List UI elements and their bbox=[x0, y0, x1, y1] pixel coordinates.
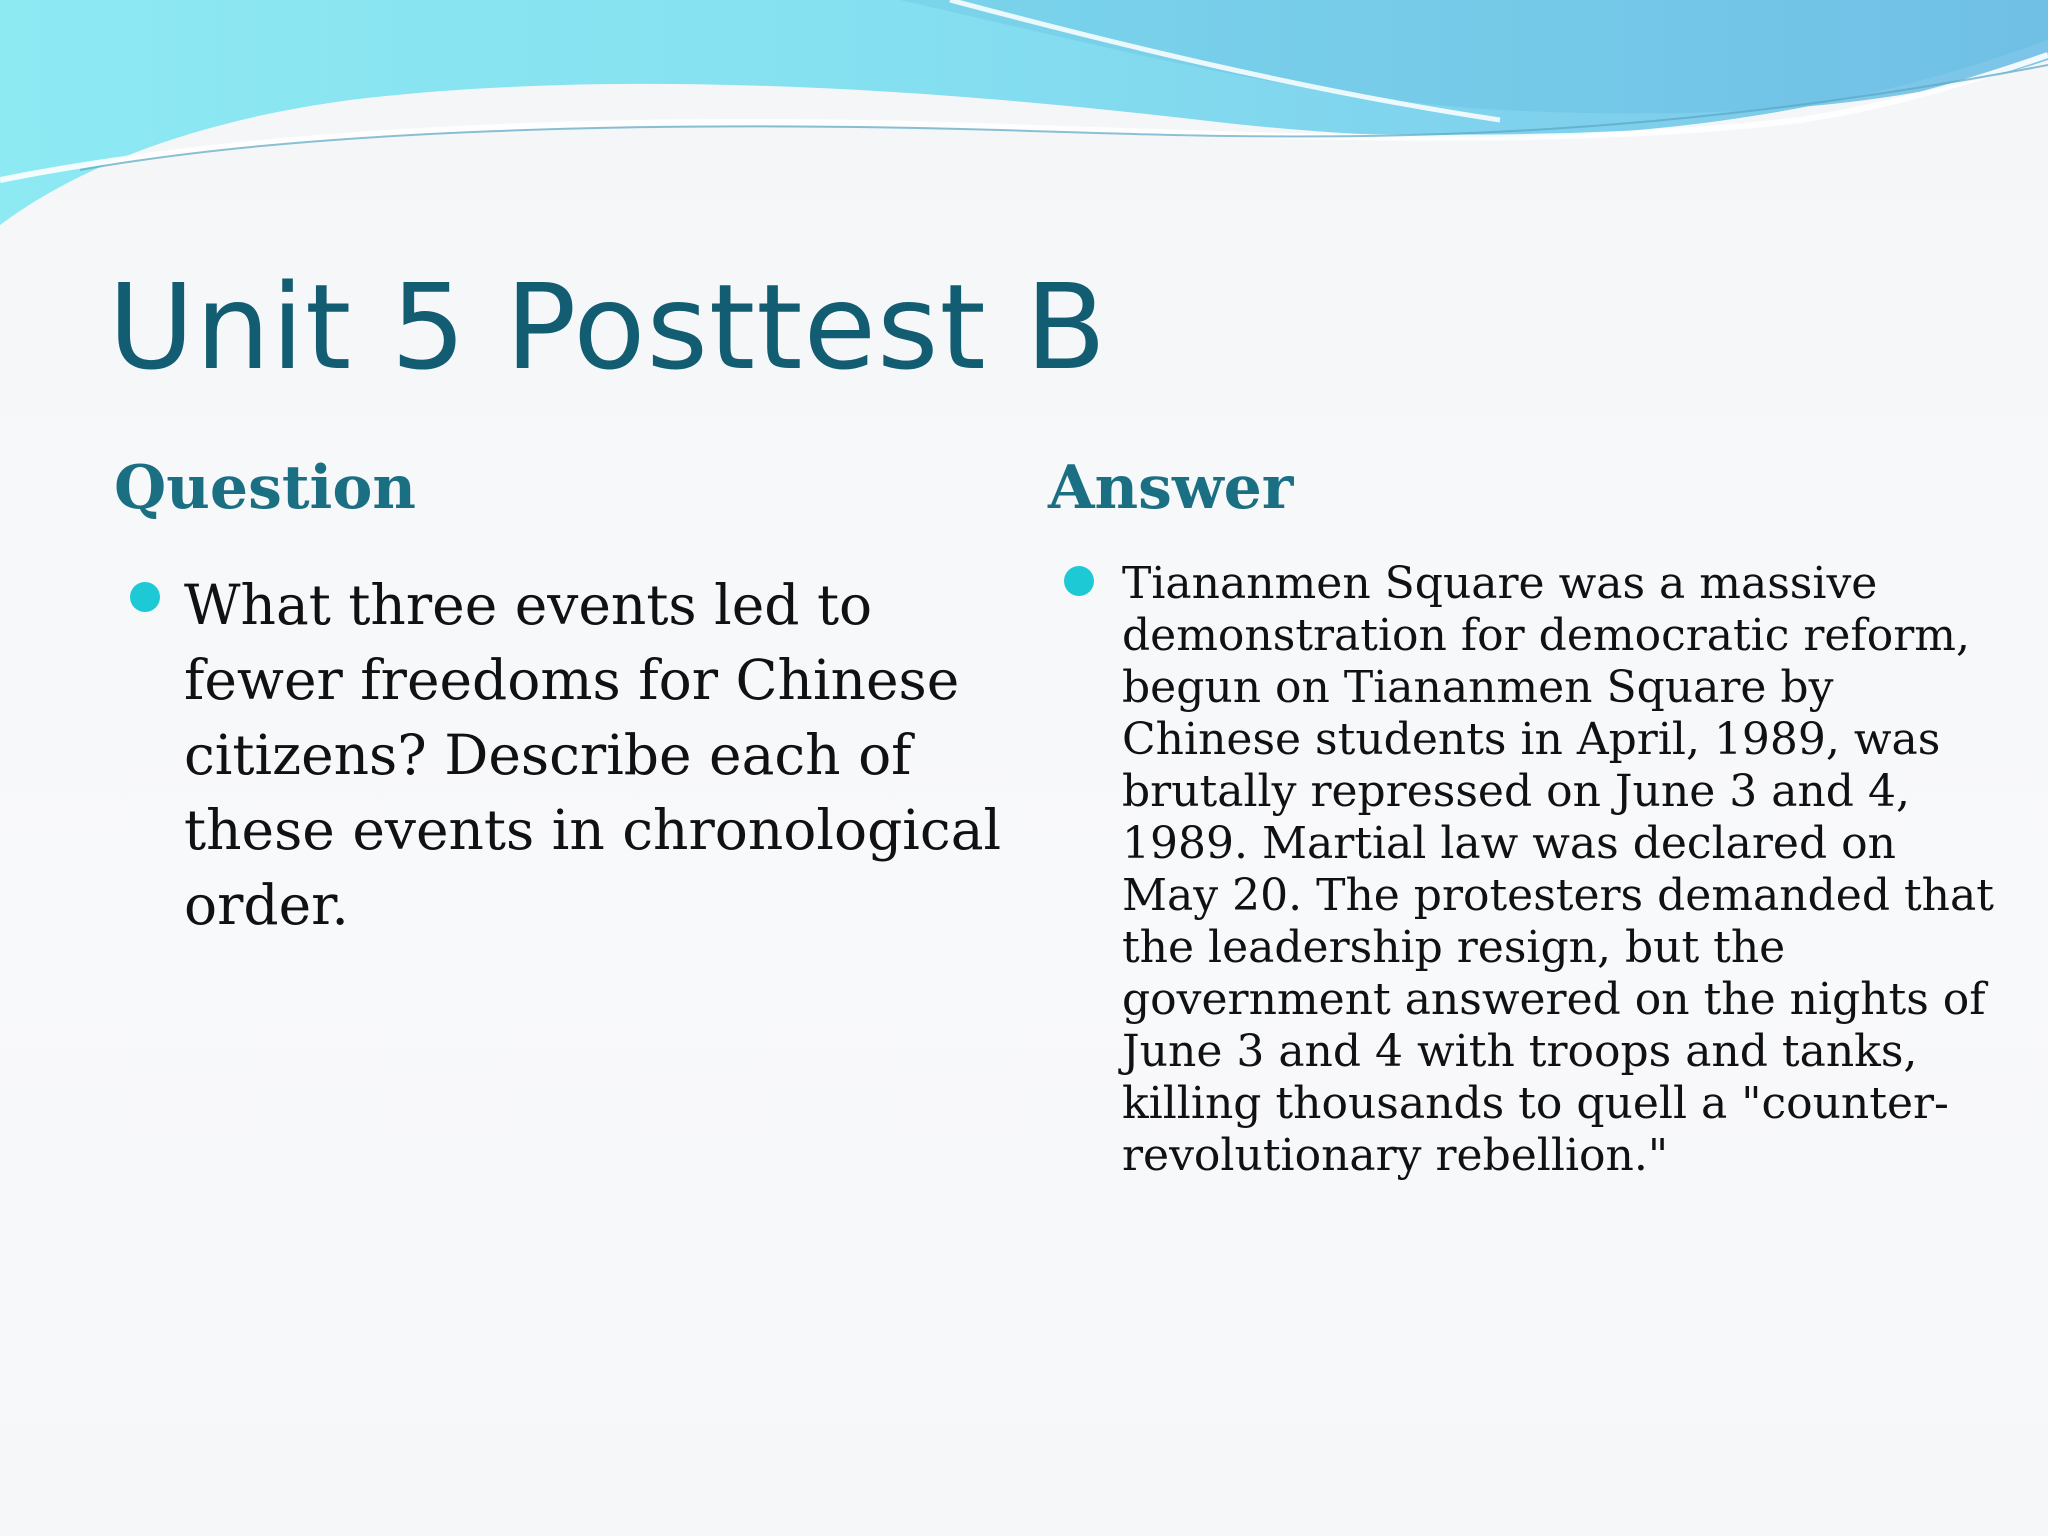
answer-heading: Answer bbox=[1048, 453, 1294, 523]
question-text: What three events led to fewer freedoms for Chinese citizens? Describe each of these events in chronological order. bbox=[184, 573, 1002, 937]
question-bullet-icon bbox=[130, 582, 160, 612]
slide-title: Unit 5 Posttest B bbox=[108, 258, 1108, 396]
wave-banner-decoration bbox=[0, 0, 2048, 240]
answer-bullet-icon bbox=[1064, 566, 1094, 596]
question-heading: Question bbox=[114, 453, 416, 523]
answer-text: Tiananmen Square was a massive demonstration for democratic reform, begun on Tiananmen Square by Chinese students in April, 1989, was brutally repressed on June 3 and 4, 1989. Martial law was declared on May 20. The protesters demanded that the leadership resign, but the government answered on the nights of June 3 and 4 with troops and tanks, killing thousands to quell a "counter-revolutionary rebellion." bbox=[1122, 558, 1994, 1181]
